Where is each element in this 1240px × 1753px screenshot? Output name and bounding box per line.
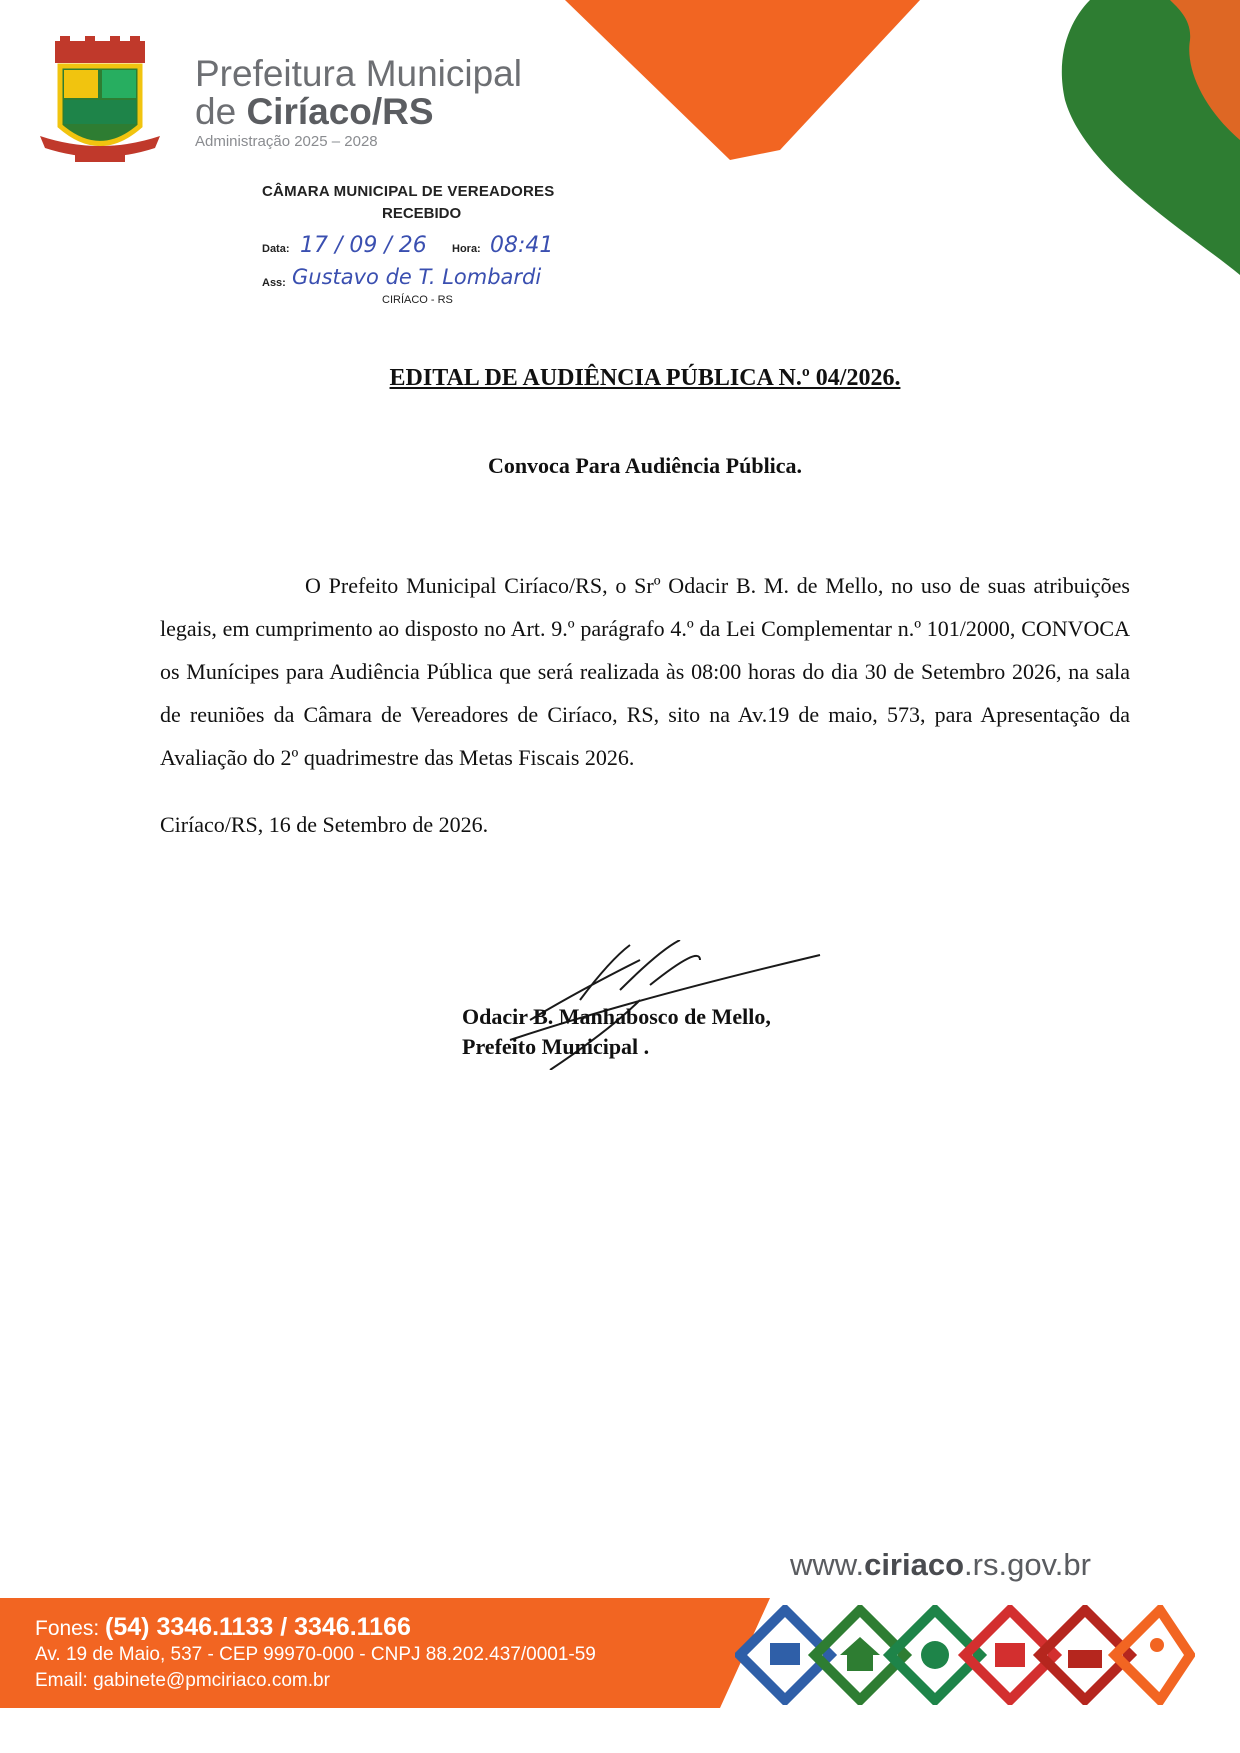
footer-phones bbox=[35, 1613, 411, 1642]
service-icons-row bbox=[735, 1605, 1195, 1705]
brand-line-2 bbox=[195, 93, 522, 131]
stamp-status: RECEBIDO bbox=[382, 205, 462, 222]
footer-email: Email: gabinete@pmciriaco.com.br bbox=[35, 1670, 330, 1691]
document-body: O Prefeito Municipal Ciríaco/RS, o Srº Odacir B. M. de Mello, no uso de suas atribuições legais, em cumprimento ao disposto no Art. 9.º parágrafo 4.º da Lei Complementar n.º 101/2000, CONVOCA os Munícipes para Audiência Pública que será realizada às 08:00 horas do dia 30 de Setembro 2026, na sala de reuniões da Câmara de Vereadores de Ciríaco, RS, sito na Av.19 de maio, 573, para Apresentação da Avaliação do 2º quadrimestre das Metas Fiscais 2026. bbox=[160, 573, 1130, 770]
signer-role: Prefeito Municipal . bbox=[462, 1034, 650, 1059]
website-domain: ciriaco bbox=[864, 1547, 965, 1582]
municipality-brand bbox=[195, 55, 522, 150]
document-date-line: Ciríaco/RS, 16 de Setembro de 2026. bbox=[160, 812, 489, 837]
website-suffix: .rs.gov.br bbox=[964, 1547, 1091, 1582]
stamp-date-label: Data: bbox=[262, 243, 290, 255]
website-prefix: www. bbox=[790, 1547, 865, 1582]
stamp-signature: Gustavo de T. Lombardi bbox=[292, 265, 542, 289]
website-link[interactable] bbox=[790, 1547, 1091, 1583]
stamp-organization: CÂMARA MUNICIPAL DE VEREADORES bbox=[262, 183, 555, 200]
stamp-sign-label: Ass: bbox=[262, 277, 286, 289]
stamp-time-value: 08:41 bbox=[490, 233, 554, 258]
signature-block bbox=[462, 1002, 771, 1062]
stamp-time-label: Hora: bbox=[452, 243, 481, 255]
municipal-crest-logo bbox=[30, 36, 170, 176]
document-subtitle: Convoca Para Audiência Pública. bbox=[487, 453, 803, 478]
received-stamp bbox=[262, 183, 602, 308]
orange-chevron-shape bbox=[565, 0, 920, 160]
footer-address: Av. 19 de Maio, 537 - CEP 99970-000 - CNPJ 88.202.437/0001-59 bbox=[35, 1644, 596, 1665]
administration-period: Administração 2025 – 2028 bbox=[195, 133, 378, 150]
stamp-location: CIRÍACO - RS bbox=[382, 294, 453, 306]
phones-value: (54) 3346.1133 / 3346.1166 bbox=[105, 1613, 411, 1641]
brand-prefix: de bbox=[195, 91, 247, 132]
brand-line-1: Prefeitura Municipal bbox=[195, 53, 522, 94]
brand-city: Ciríaco/RS bbox=[246, 91, 434, 132]
phones-label: Fones: bbox=[35, 1617, 106, 1640]
stamp-date-value: 17 / 09 / 26 bbox=[300, 233, 427, 258]
signer-name: Odacir B. Manhabosco de Mello, bbox=[462, 1004, 771, 1029]
header-decoration bbox=[0, 0, 1240, 300]
document-title: EDITAL DE AUDIÊNCIA PÚBLICA N.º 04/2026. bbox=[389, 365, 901, 391]
